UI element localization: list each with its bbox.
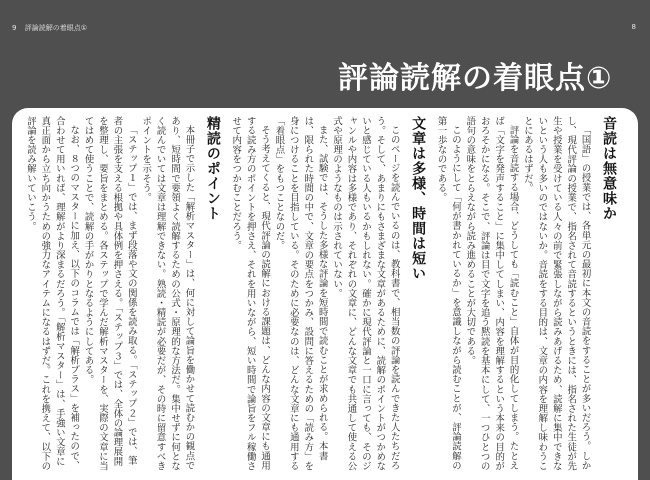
section-3-paragraph-3: なお、８つのマスターに加え、以下のコラムでは「解析プラス」を補ったので、合わせて用いれば、理解がより深まるだろう。「解析マスター」は、手強い文章に真正面から立ち向かうための強力なアイテムになるはずだ。これを携えて、以下の評論を読み解いていこう。 <box>24 116 80 471</box>
section-heading-2: 文章は多様、時間は短い <box>410 116 427 281</box>
section-2-paragraph-3: そう考えてくると、現代評論の読解における課題は、どんな内容の文章にも通用する読み方のポイントを押さえ、それを用いながら、短い時間で論旨をフル稼働させて内容をつかむことだろう。 <box>230 116 271 471</box>
section-2-paragraph-1: このページを読んでいるのは、教科書で、相当数の評論を読んできた人たちだろう。そして、あまりにもさまざまな文章があるために、読解のポイントがつかめないと感じている人もいるかもしれない。確かに現代評論と一口に言っても、そのジャンルや内容は多様であり、それぞれの文章に、どんな文章でも共通して使える公式や原理のようなものは示されていない。 <box>331 116 400 471</box>
section-1-paragraph-3: このようにして「何が書かれているか」を意識しながら読むことが、評論読解の第一歩なのである。 <box>435 116 461 471</box>
page-title: 評論読解の着眼点① <box>338 61 613 96</box>
section-1-paragraph-2: 評論を音読する場合、どうしても「読むこと」自体が目的化してしまう。たとえば「文字を発声すること」に集中してしまい、内容を理解するという本来の目的がおろそかになる。そこで、評論は目で文字を追う黙読を基本にして、一つひとつの語句の意味をとらえながら読み進めることが大切である。 <box>464 116 519 471</box>
left-running-title: 評論読解の着眼点① <box>24 24 87 32</box>
section-heading-3: 精読のポイント <box>204 116 221 221</box>
left-page-header <box>12 23 87 33</box>
left-page-number: 9 <box>12 24 17 32</box>
section-3-paragraph-2: 「ステップ１」では、まず段落や文の関係を読み取る。「ステップ２」では、筆者の主張を支える根拠や具体例を押さえる。「ステップ３」では、全体の論理展開を整理し、要旨をまとめる。各ステップで学んだ解析マスターを、実際の文章に当てはめて使うことで、読解の手がかりとなるようにしてある。 <box>82 116 137 471</box>
section-3-paragraph-1: 本冊子で示した「解析マスター」は、何に対して論旨を働かせて読むかの観点であり、短時間で要領よく読解するための公式・原理的な方法だ。集中せずに何となく読んでいては文章は理解できない。熟読・精読が必要だが、その時に留意すべきポイントを示そう。 <box>140 116 195 471</box>
section-2-paragraph-2: また、試験では、そうした多様な評論を短時間で読むことが求められる。本書は、限られた時間の中で、文章の要点をつかみ、設問に答えるための「読み方」を身につけることを目指している。そのために必要なのは、どんな文章にも通用する「着眼点」をもつことなのだ。 <box>273 116 328 471</box>
body-text-area <box>24 116 624 472</box>
vertical-body-text <box>24 116 624 472</box>
section-heading-1: 音読は無意味か <box>601 116 617 221</box>
section-1-paragraph-1: 「国語」の授業では、各単元の最初に本文の音読をすることが多いだろう。しかし、現代評論の授業で、指名されて音読するというときには、指名された生徒が先生や授業を受けている人々の前で緊張しながら読みあげるため、読解に集中できないという人も多いのではないか。音読をする目的は、文章の内容を理解し味わうことにあるはずだ。 <box>521 116 591 471</box>
right-page-number: 8 <box>631 23 636 31</box>
